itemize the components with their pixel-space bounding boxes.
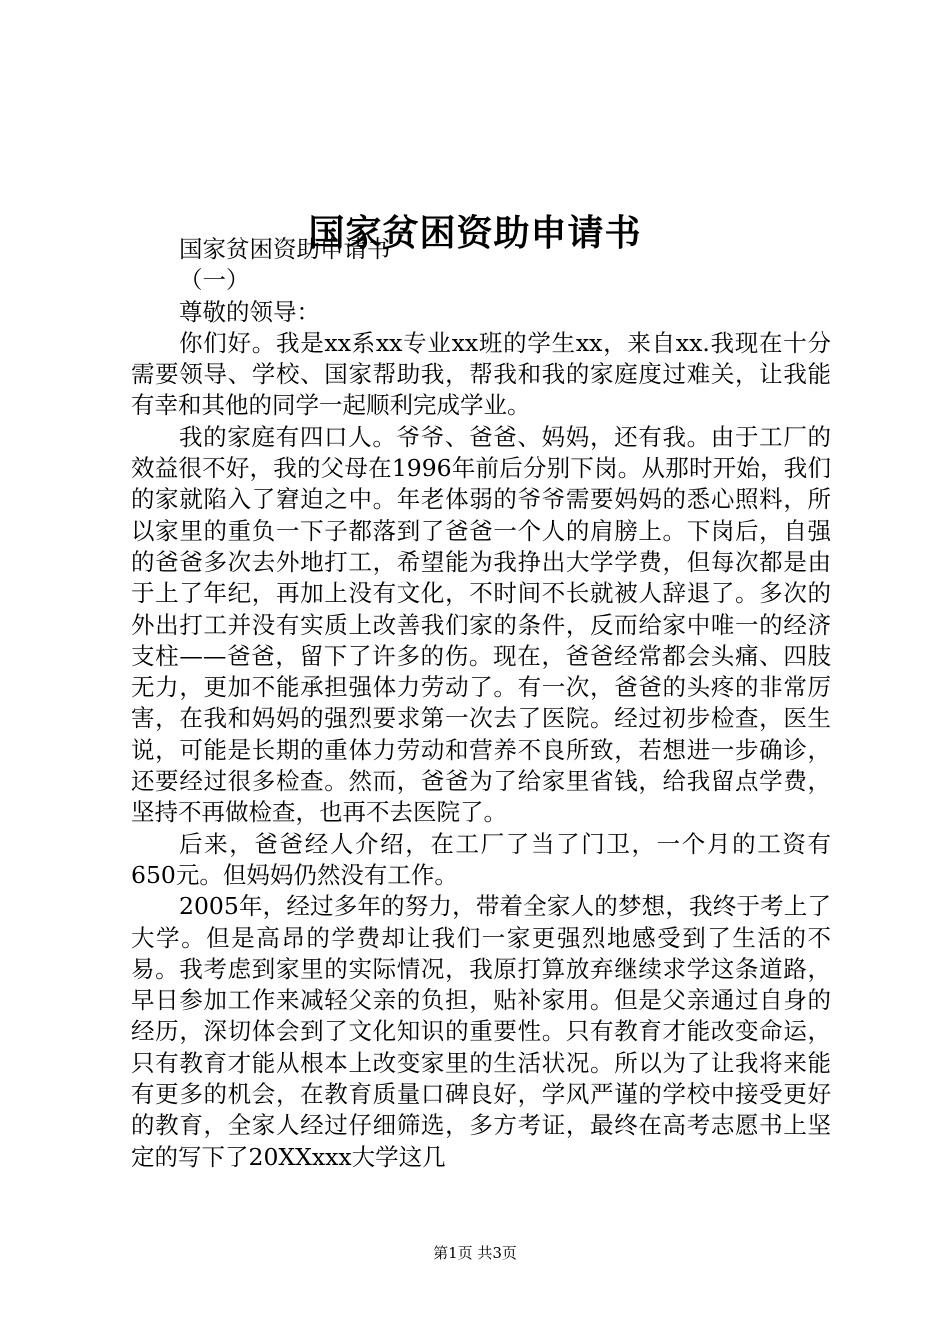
salutation: 尊敬的领导：	[179, 297, 320, 326]
page-title: 国家贫困资助申请书	[308, 212, 642, 255]
body-paragraph: 2005年，经过多年的努力，带着全家人的梦想，我终于考上了大学。但是高昂的学费却让我们一家更强烈地感受到了生活的不易。我考虑到家里的实际情况，我原打算放弃继续求学这条道路，早日参加工作来减轻父亲的负担，贴补家用。但是父亲通过自身的经历，深切体会到了文化知识的重要性。只有教育才能改变命运，只有教育才能从根本上改变家里的生活状况。所以为了让我将来能有更多的机会，在教育质量口碑良好，学风严谨的学校中接受更好的教育，全家人经过仔细筛选，多方考证，最终在高考志愿书上坚定的写下了20XXxxx大学这几	[131, 892, 831, 1171]
body-paragraph: 后来，爸爸经人介绍，在工厂了当了门卫，一个月的工资有650元。但妈妈仍然没有工作。	[131, 829, 831, 889]
document-body	[131, 234, 831, 1173]
body-paragraph: 你们好。我是xx系xx专业xx班的学生xx，来自xx.我现在十分需要领导、学校、国家帮助我，帮我和我的家庭度过难关，让我能有幸和其他的同学一起顺利完成学业。	[131, 328, 831, 420]
page-number: 第1页 共3页	[433, 1244, 517, 1262]
subtitle-paragraph: 国家贫困资助申请书	[179, 235, 391, 263]
body-paragraph: 我的家庭有四口人。爷爷、爸爸、妈妈，还有我。由于工厂的效益很不好，我的父母在1996年前后分别下岗。从那时开始，我们的家就陷入了窘迫之中。年老体弱的爷爷需要妈妈的悉心照料，所以家里的重负一下子都落到了爸爸一个人的肩膀上。下岗后，自强的爸爸多次去外地打工，希望能为我挣出大学学费，但每次都是由于上了年纪，再加上没有文化，不时间不长就被人辞退了。多次的外出打工并没有实质上改善我们家的条件，反而给家中唯一的经济支柱——爸爸，留下了许多的伤。现在，爸爸经常都会头痛、四肢无力，更加不能承担强体力劳动了。有一次，爸爸的头疼的非常厉害，在我和妈妈的强烈要求第一次去了医院。经过初步检查，医生说，可能是长期的重体力劳动和营养不良所致，若想进一步确诊，还要经过很多检查。然而，爸爸为了给家里省钱，给我留点学费，坚持不再做检查，也再不去医院了。	[131, 422, 831, 827]
section-number: （一）	[179, 266, 250, 295]
